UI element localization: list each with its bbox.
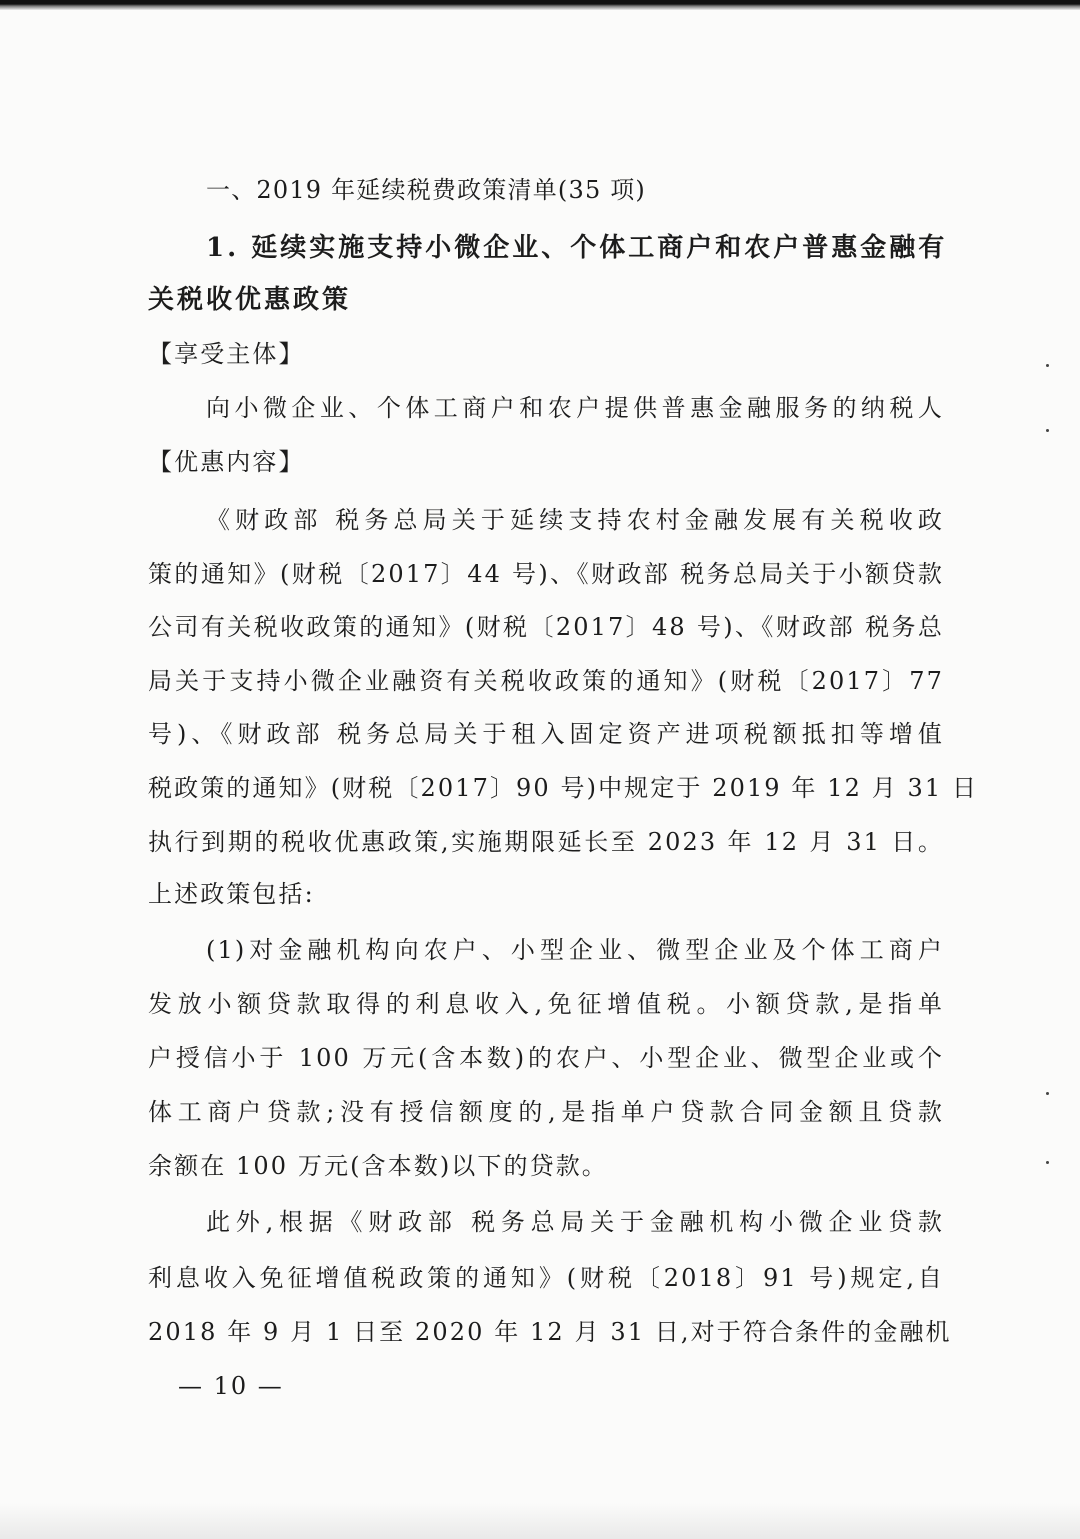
paragraph-1-line-5: 号)、《财政部 税务总局关于租入固定资产进项税额抵扣等增值 [148,720,944,748]
paragraph-2-line-4: 体工商户贷款;没有授信额度的,是指单户贷款合同金额且贷款 [148,1098,944,1126]
paragraph-2-line-1: (1)对金融机构向农户、小型企业、微型企业及个体工商户 [206,936,944,964]
paragraph-2-line-5: 余额在 100 万元(含本数)以下的贷款。 [148,1152,608,1180]
section-title: 一、2019 年延续税费政策清单(35 项) [206,176,647,204]
beneficiary-label: 【享受主体】 [148,340,305,368]
paragraph-1-line-7: 执行到期的税收优惠政策,实施期限延长至 2023 年 12 月 31 日。 [148,828,944,856]
scan-speck [1046,1092,1049,1095]
beneficiary-text: 向小微企业、个体工商户和农户提供普惠金融服务的纳税人 [206,394,944,422]
item-title-line-1: 1. 延续实施支持小微企业、个体工商户和农户普惠金融有 [206,233,948,263]
scan-speck [1046,1161,1049,1164]
scan-speck [1046,364,1049,367]
page-number: — 10 — [178,1372,284,1400]
paragraph-1-line-1: 《财政部 税务总局关于延续支持农村金融发展有关税收政 [206,506,944,534]
paragraph-1-line-2: 策的通知》(财税〔2017〕44 号)、《财政部 税务总局关于小额贷款 [148,560,944,588]
paragraph-3-line-1: 此外,根据《财政部 税务总局关于金融机构小微企业贷款 [206,1208,944,1236]
paragraph-3-line-3: 2018 年 9 月 1 日至 2020 年 12 月 31 日,对于符合条件的金融机 [148,1318,952,1346]
paragraph-1-line-3: 公司有关税收政策的通知》(财税〔2017〕48 号)、《财政部 税务总 [148,613,944,641]
scan-bottom-shade [0,1503,1080,1539]
paragraph-1-line-6: 税政策的通知》(财税〔2017〕90 号)中规定于 2019 年 12 月 31 日 [148,774,979,802]
paragraph-1-line-4: 局关于支持小微企业融资有关税收政策的通知》(财税〔2017〕77 [148,667,944,695]
content-label: 【优惠内容】 [148,448,305,476]
paragraph-1-line-8: 上述政策包括: [148,880,315,908]
paragraph-2-line-2: 发放小额贷款取得的利息收入,免征增值税。小额贷款,是指单 [148,990,944,1018]
scan-top-edge [0,0,1080,10]
paragraph-3-line-2: 利息收入免征增值税政策的通知》(财税〔2018〕91 号)规定,自 [148,1264,944,1292]
scan-speck [1046,429,1049,432]
item-title-line-2: 关税收优惠政策 [148,285,352,315]
paragraph-2-line-3: 户授信小于 100 万元(含本数)的农户、小型企业、微型企业或个 [148,1044,944,1072]
